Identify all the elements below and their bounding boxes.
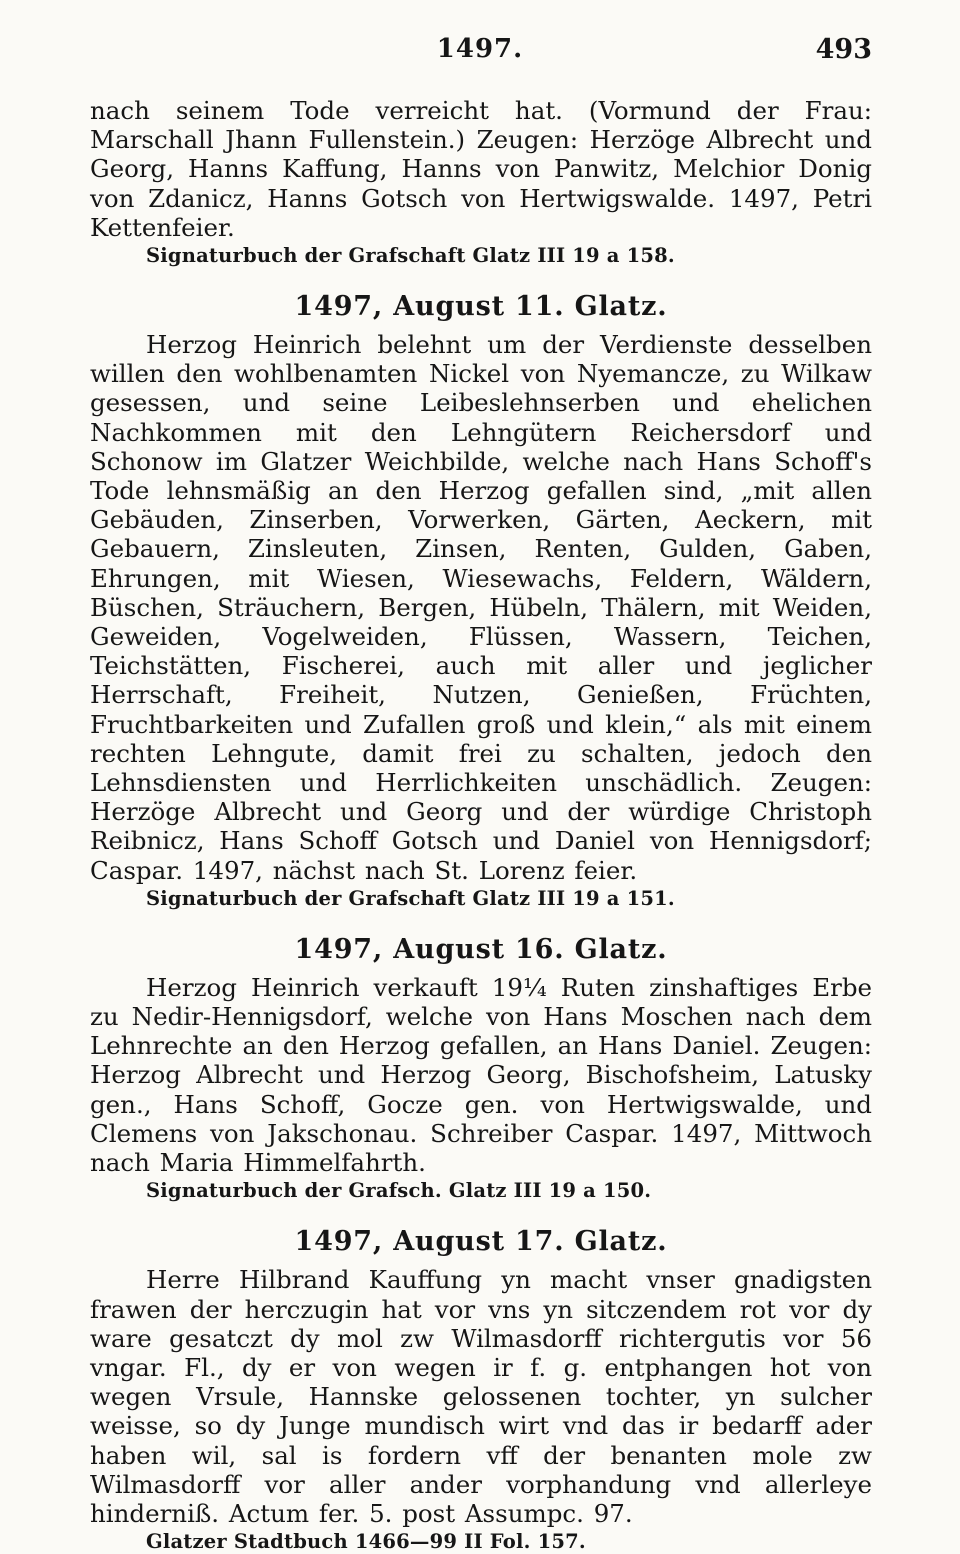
source-citation: Signaturbuch der Grafsch. Glatz III 19 a 150. xyxy=(146,1179,652,1203)
entry-1497-08-11 xyxy=(90,290,872,911)
running-header-year: 1497. xyxy=(436,34,524,64)
entry-text: Herre Hilbrand Kauffung yn macht vnser gnadigsten frawen der herczugin hat vor vns yn sitczendem rot vor dy ware gesatczt dy mol zw Wilmasdorff richtergutis vor 56 vngar. Fl., dy er von wegen ir f. g. entphangen hot von wegen Vrsule, Hannske gelossenen tochter, yn sulcher weisse, so dy Junge mundisch wirt vnd das ir bedarff ader haben wil, sal is fordern vff der benanten mole zw Wilmasdorff vor aller ander vorphandung vnd allerleye hinderniß. Actum fer. 5. post Assumpc. 97. xyxy=(90,1265,872,1528)
continued-paragraph: nach seinem Tode verreicht hat. (Vormund der Frau: Marschall Jhann Fullenstein.) Zeugen: Herzöge Albrecht und Georg, Hanns Kaffung, Hanns von Panwitz, Melchior Donig von Zdanicz, Hanns Gotsch von Hertwigswalde. 1497, Petri Kettenfeier. xyxy=(90,96,872,242)
entry-text: Herzog Heinrich verkauft 19¼ Ruten zinshaftiges Erbe zu Nedir-Hennigsdorf, welche von Hans Moschen nach dem Lehnrechte an den Herzog gefallen, an Hans Daniel. Zeugen: Herzog Albrecht und Herzog Georg, Bischofsheim, Latusky gen., Hans Schoff, Gocze gen. von Hertwigswalde, und Clemens von Jakschonau. Schreiber Caspar. 1497, Mittwoch nach Maria Himmelfahrth. xyxy=(90,972,872,1178)
source-citation: Signaturbuch der Grafschaft Glatz III 19 a 151. xyxy=(146,886,675,910)
page-body xyxy=(90,96,872,1554)
source-citation: Glatzer Stadtbuch 1466—99 II Fol. 157. xyxy=(146,1530,586,1554)
entry-heading: 1497, August 11. Glatz. xyxy=(294,291,668,323)
entry-1497-08-16 xyxy=(90,933,872,1203)
entry-text: Herzog Heinrich belehnt um der Verdienste desselben willen den wohlbenamten Nickel von Nyemancze, zu Wilkaw gesessen, und seine Leibeslehnserben und ehelichen Nachkommen mit den Lehngütern Reichersdorf und Schonow im Glatzer Weichbilde, welche nach Hans Schoff's Tode lehnsmäßig an den Herzog gefallen sind, „mit allen Gebäuden, Zinserben, Vorwerken, Gärten, Aeckern, mit Gebauern, Zinsleuten, Zinsen, Renten, Gulden, Gaben, Ehrungen, mit Wiesen, Wiesewachs, Feldern, Wäldern, Büschen, Sträuchern, Bergen, Hübeln, Thälern, mit Weiden, Geweiden, Vogelweiden, Flüssen, Wassern, Teichen, Teichstätten, Fischerei, auch mit aller und jeglicher Herrschaft, Freiheit, Nutzen, Genießen, Früchten, Fruchtbarkeiten und Zufallen groß und klein,“ als mit einem rechten Lehngute, damit frei zu schalten, jedoch den Lehnsdiensten und Herrlichkeiten unschädlich. Zeugen: Herzöge Albrecht und Georg und der würdige Christoph Reibnicz, Hans Schoff Gotsch und Daniel von Hennigsdorf; Caspar. 1497, nächst nach St. Lorenz feier. xyxy=(90,330,872,885)
entry-heading: 1497, August 16. Glatz. xyxy=(294,933,668,965)
source-citation: Signaturbuch der Grafschaft Glatz III 19 a 158. xyxy=(146,244,675,268)
page-number: 493 xyxy=(815,34,872,65)
entry-1497-08-17 xyxy=(90,1225,872,1554)
entry-heading: 1497, August 17. Glatz. xyxy=(294,1226,668,1258)
